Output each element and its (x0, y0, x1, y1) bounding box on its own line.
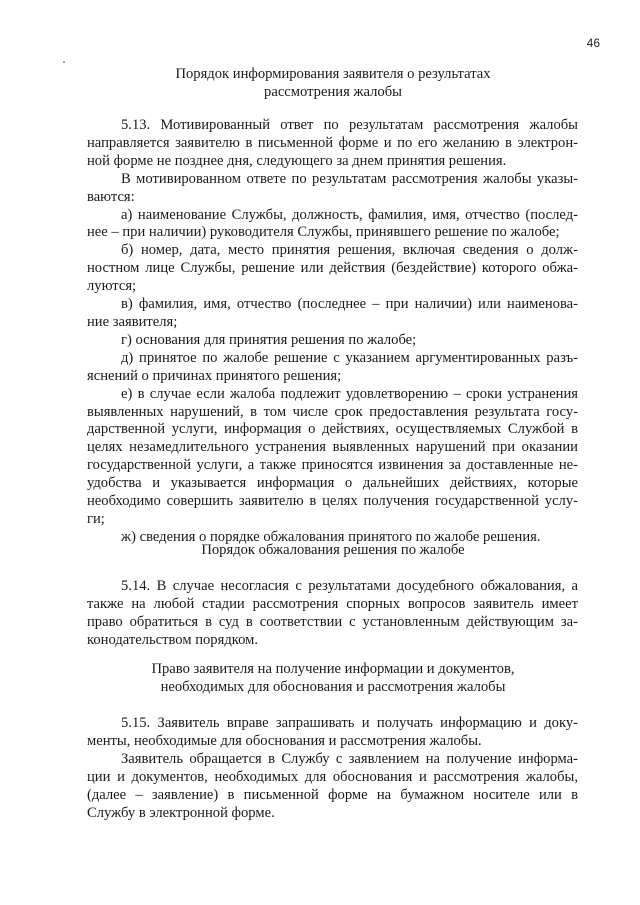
paragraph-continuation (87, 596, 578, 650)
text-line: 5.14. В случае несогласия с результатами досудебного обжалования, а (121, 578, 578, 594)
paragraph-5-15 (87, 715, 578, 733)
paragraph-5-13-intro (87, 117, 578, 135)
text-line: ваются: (87, 188, 135, 205)
paragraph-continuation (87, 733, 578, 751)
list-item-d (87, 350, 578, 368)
text-line: ж) сведения о порядке обжалования принятого по жалобе решения. (121, 528, 541, 545)
scan-speck (63, 61, 65, 63)
section-5-14 (87, 578, 578, 650)
text-line: Заявитель обращается в Службу с заявлением на получение информа- (121, 750, 578, 767)
text-line: менты, необходимые для обоснования и рассмотрения жалобы. (87, 732, 482, 749)
text-line: удобства и указывается информация о дальнейших действиях, которые (87, 475, 578, 492)
list-item-continuation (87, 224, 578, 242)
paragraph-continuation (87, 189, 578, 207)
text-line: б) номер, дата, место принятия решения, включая сведения о долж- (121, 242, 578, 259)
text-line: конодательством порядком. (87, 631, 258, 648)
text-line: В мотивированном ответе по результатам рассмотрения жалобы указы- (121, 170, 578, 187)
text-line: право обратиться в суд в соответствии с установленным действующим за- (87, 613, 578, 630)
paragraph-continuation (87, 135, 578, 171)
page-number: 46 (586, 36, 600, 50)
text-line: выявленных нарушений, в том числе срок предоставления результата госу- (87, 403, 578, 420)
text-line: ги; (87, 510, 105, 527)
text-line: 5.13. Мотивированный ответ по результатам рассмотрения жалобы (121, 117, 578, 133)
heading-line: рассмотрения жалобы (264, 83, 402, 100)
text-line: яснений о причинах принятого решения; (87, 367, 342, 384)
text-line: нее – при наличии) руководителя Службы, принявшего решение по жалобе; (87, 224, 560, 241)
list-item-b (87, 242, 578, 260)
text-line: целях незамедлительного устранения выявленных нарушений при оказании (87, 439, 578, 456)
text-line: а) наименование Службы, должность, фамилия, имя, отчество (послед- (121, 206, 578, 223)
text-line: Службу в электронной форме. (87, 804, 275, 821)
paragraph-5-14 (87, 578, 578, 596)
text-line: в) фамилия, имя, отчество (последнее – при наличии) или наименова- (121, 296, 578, 313)
list-item-continuation (87, 260, 578, 296)
heading-line: Порядок обжалования решения по жалобе (201, 542, 465, 558)
text-line: ностном лице Службы, решение или действия (бездействие) которого обжа- (87, 260, 578, 277)
list-item-continuation (87, 368, 578, 386)
text-line: е) в случае если жалоба подлежит удовлетворению – сроки устранения (121, 385, 578, 402)
list-item-continuation (87, 404, 578, 529)
text-line: г) основания для принятия решения по жалобе; (121, 331, 417, 348)
text-line: луются; (87, 278, 137, 295)
list-item-continuation (87, 314, 578, 332)
heading-line: Право заявителя на получение информации и документов, (151, 661, 515, 677)
text-line: государственной услуги, а также приносятся извинения за доставленные не- (87, 457, 578, 474)
heading-line: Порядок информирования заявителя о результатах (175, 66, 491, 82)
heading-informing-results (100, 66, 566, 101)
text-line: также на любой стадии рассмотрения спорных вопросов заявитель имеет (87, 595, 578, 612)
paragraph-applicant-request (87, 751, 578, 769)
heading-line: необходимых для обоснования и рассмотрения жалобы (160, 678, 506, 695)
text-line: ной форме не позднее дня, следующего за днем принятия решения. (87, 152, 507, 169)
list-item-a (87, 207, 578, 225)
text-line: д) принятое по жалобе решение с указанием аргументированных разъ- (121, 349, 578, 366)
text-line: ции и документов, необходимых для обоснования и рассмотрения жалобы, (87, 768, 578, 785)
section-5-13 (87, 117, 578, 547)
text-line: ние заявителя; (87, 313, 178, 330)
heading-appeal-procedure (100, 542, 566, 560)
text-line: направляется заявителю в письменной форме и по его желанию в электрон- (87, 134, 578, 151)
text-line: дарственной услуги, информация о действиях, осуществляемых Службой в (87, 421, 578, 438)
paragraph-answer-contents (87, 171, 578, 189)
list-item-g (87, 332, 578, 350)
list-item-v (87, 296, 578, 314)
text-line: (далее – заявление) в письменной форме на бумажном носителе или в (87, 786, 578, 803)
text-line: необходимо совершить заявителю в целях получения государственной услу- (87, 493, 578, 510)
paragraph-continuation (87, 769, 578, 823)
list-item-e (87, 386, 578, 404)
heading-right-to-information (100, 661, 566, 696)
text-line: 5.15. Заявитель вправе запрашивать и получать информацию и доку- (121, 715, 578, 731)
section-5-15 (87, 715, 578, 822)
